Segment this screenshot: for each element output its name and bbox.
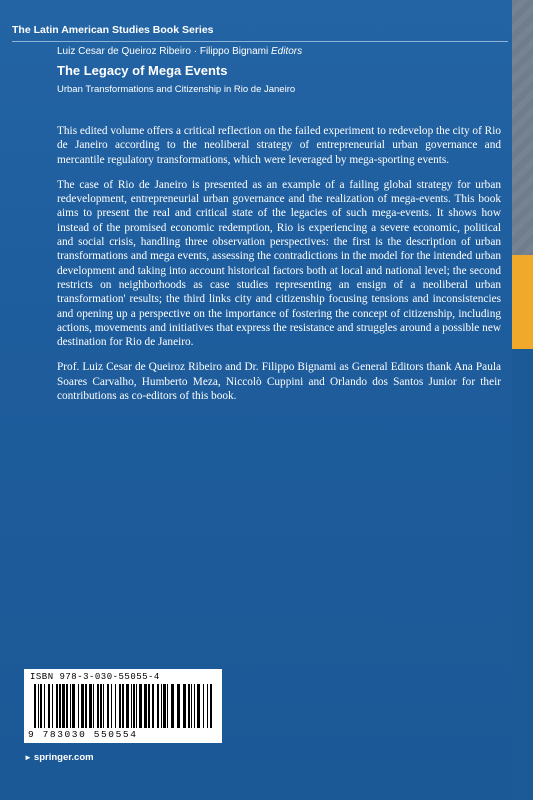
blurb-paragraph-1: This edited volume offers a critical reflection on the failed experiment to redevelop the city of Rio de Janeiro according to the neoliberal strategy of entrepreneurial urban governance and mercantile regulatory transformations, which were leveraged by mega-sporting events. [57, 125, 501, 166]
play-arrow-icon: ► [24, 753, 32, 762]
blurb-paragraph-2: The case of Rio de Janeiro is presented as an example of a failing global strategy for urban redevelopment, entrepreneurial urban governance and the realization of mega-events. This book aims to present the real and critical state of the legacies of such mega-events. It shows how instead of the promised economic redemption, Rio is experiencing a severe economic, political and social crisis, handling three observation perspectives: the first is the description of urban transformations and mega events, assessing the contradictions in the model for the intended urban development and taking into account historical factors both at local and national level; the second restricts on neighborhoods as case studies representing an ensign of a neoliberal urban transformation' results; the third links city and citizenship focusing tensions and inconsistencies and opening up a perspective on the importance of fostering the concept of citizenship, including actions, movements and initiatives that express the resistance and struggles around a possible new destination for Rio de Janeiro. [57, 178, 501, 349]
barcode-digits: 9 783030 550554 [28, 729, 138, 740]
blurb-paragraph-3: Prof. Luiz Cesar de Queiroz Ribeiro and Dr. Filippo Bignami as General Editors thank Ana Paula Soares Carvalho, Humberto Meza, Niccolò Cuppini and Orlando dos Santos Junior for their contributions as co-editors of this book. [57, 361, 501, 403]
book-subtitle: Urban Transformations and Citizenship in Rio de Janeiro [57, 84, 296, 95]
grey-spine-band [512, 0, 533, 255]
series-title: The Latin American Studies Book Series [12, 24, 214, 36]
publisher-url: springer.com [33, 752, 94, 763]
isbn-barcode [24, 669, 222, 743]
blurb [57, 124, 501, 414]
orange-spine-band [512, 255, 533, 349]
blue-spine-band [512, 349, 533, 800]
editors-line [57, 46, 302, 57]
publisher-link[interactable] [24, 752, 94, 763]
isbn-number: ISBN 978-3-030-55055-4 [30, 672, 160, 682]
editors-role: Editors [270, 46, 303, 57]
series-divider [12, 41, 508, 42]
editor-names: Luiz Cesar de Queiroz Ribeiro · Filippo Bignami [57, 46, 269, 57]
book-title: The Legacy of Mega Events [57, 63, 228, 78]
barcode-icon [34, 684, 214, 728]
